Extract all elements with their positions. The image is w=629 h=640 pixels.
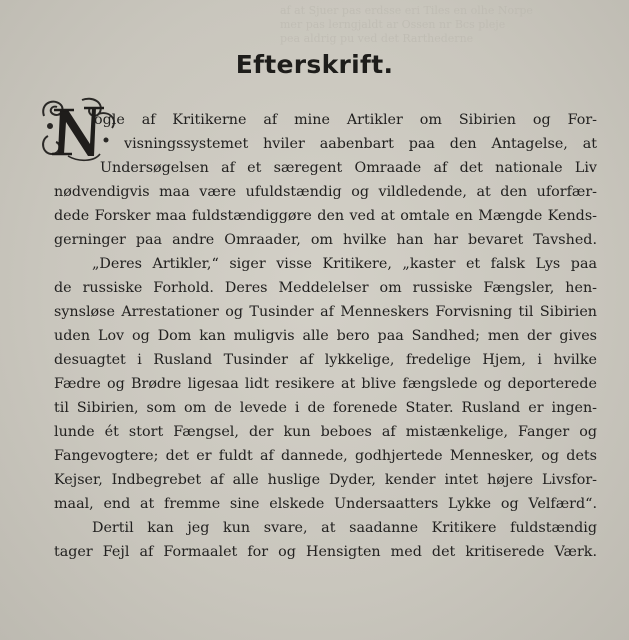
text-line: visningssystemet hviler aabenbart paa den Antagelse, at — [124, 136, 597, 152]
bleed-line: pea aldrig pu ved det Rarthederne — [280, 32, 474, 45]
text-line: Fangevogtere; det er fuldt af dannede, godhjertede Mennesker, og dets — [54, 448, 597, 464]
bleed-line: af at Sjuer pas erdsse eri Tiles en olhe Norpe — [280, 4, 533, 17]
text-line: uden Lov og Dom kan muligvis alle bero paa Sandhed; men der gives — [54, 328, 597, 344]
text-line: ogle af Kritikerne af mine Artikler om Sibirien og For- — [94, 112, 597, 128]
text-line: gerninger paa andre Omraader, om hvilke han har bevaret Tavshed. — [54, 232, 597, 248]
text-line: lunde ét stort Fængsel, der kun beboes af mistænkelige, Fanger og — [54, 424, 597, 440]
text-line: nødvendigvis maa være ufuldstændig og vildledende, at den uforfær- — [54, 184, 597, 200]
text-line: dede Forsker maa fuldstændiggøre den ved at omtale en Mængde Kends- — [54, 208, 597, 224]
bleed-line: mer pas lerngjaldt ar Ossen nr Bcs pleje — [280, 18, 506, 31]
text-line: Kejser, Indbegrebet af alle huslige Dyder, kender intet højere Livsfor- — [54, 472, 597, 488]
text-line: synsløse Arrestationer og Tusinder af Menneskers Forvisning til Sibirien — [54, 304, 597, 320]
text-line: de russiske Forhold. Deres Meddelelser om russiske Fængsler, hen- — [54, 280, 597, 296]
chapter-heading: Efterskrift. — [235, 50, 394, 79]
text-line: Fædre og Brødre ligesaa lidt resikere at blive fængslede og deporterede — [54, 376, 597, 392]
text-line: „Deres Artikler,“ siger visse Kritikere, „kaster et falsk Lys paa — [92, 256, 597, 272]
text-line: tager Fejl af Formaalet for og Hensigten med det kritiserede Værk. — [54, 544, 597, 560]
text-line: til Sibirien, som om de levede i de forenede Stater. Rusland er ingen- — [54, 400, 597, 416]
text-line: desuagtet i Rusland Tusinder af lykkelige, fredelige Hjem, i hvilke — [54, 352, 597, 368]
bleed-through-text — [280, 4, 619, 46]
drop-cap-letter: N — [78, 142, 80, 143]
text-line: maal, end at fremme sine elskede Undersaatters Lykke og Velfærd“. — [54, 496, 597, 512]
text-line: Undersøgelsen af et særegent Omraade af det nationale Liv — [100, 160, 597, 176]
text-line: Dertil kan jeg kun svare, at saadanne Kritikere fuldstændig — [92, 520, 597, 536]
